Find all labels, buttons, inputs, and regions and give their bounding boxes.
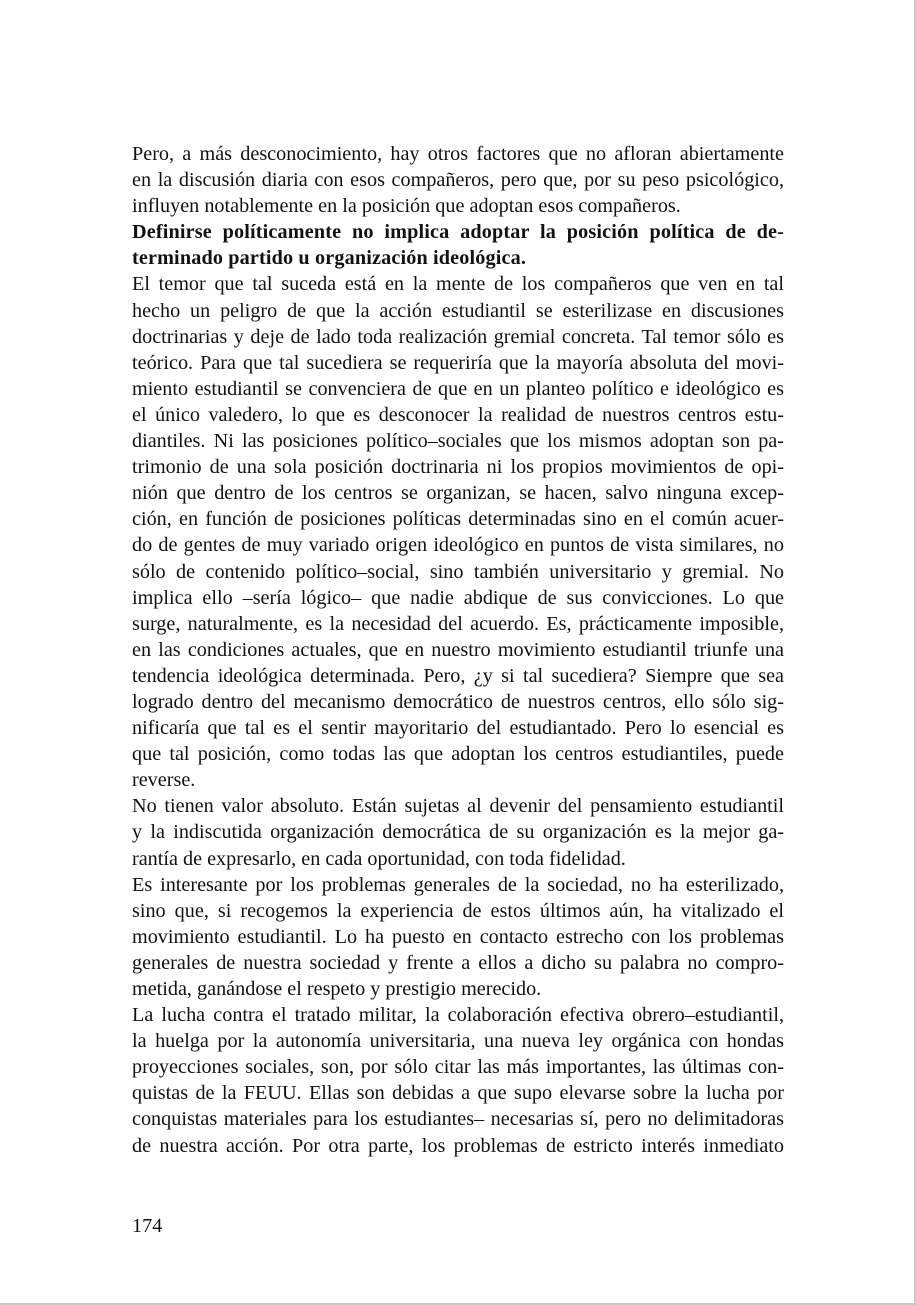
text-line: diantiles. Ni las posiciones político–sociales que los mismos adoptan son pa- <box>132 430 784 453</box>
text-line: trimonio de una sola posición doctrinaria ni los propios movimientos de opi- <box>132 456 784 479</box>
text-line: en la discusión diaria con esos compañeros, pero que, por su peso psicológico, <box>132 169 784 192</box>
text-line: generales de nuestra sociedad y frente a ellos a dicho su palabra no compro- <box>132 951 784 974</box>
text-line: teórico. Para que tal sucediera se requeriría que la mayoría absoluta del movi- <box>132 351 784 374</box>
text-line: nión que dentro de los centros se organizan, se hacen, salvo ninguna excep- <box>132 482 784 505</box>
text-line: El temor que tal suceda está en la mente de los compañeros que ven en tal <box>132 273 784 296</box>
heading-line: terminado partido u organización ideológica. <box>132 247 527 270</box>
page-number: 174 <box>132 1215 163 1237</box>
text-line: conquistas materiales para los estudiantes– necesarias sí, pero no delimitadoras <box>132 1108 784 1131</box>
text-line: reverse. <box>132 769 196 792</box>
page-body-text <box>132 141 784 1159</box>
text-line: en las condiciones actuales, que en nuestro movimiento estudiantil triunfe una <box>132 638 784 661</box>
text-line: sólo de contenido político–social, sino también universitario y gremial. No <box>132 560 784 583</box>
text-line: Es interesante por los problemas generales de la sociedad, no ha esterilizado, <box>132 873 784 896</box>
text-line: de nuestra acción. Por otra parte, los problemas de estricto interés inmediato <box>132 1134 784 1157</box>
text-line: implica ello –sería lógico– que nadie abdique de sus convicciones. Lo que <box>132 586 784 609</box>
text-line: proyecciones sociales, son, por sólo citar las más importantes, las últimas con- <box>132 1056 784 1079</box>
text-line: la huelga por la autonomía universitaria, una nueva ley orgánica con hondas <box>132 1030 784 1053</box>
text-line: hecho un peligro de que la acción estudiantil se esterilizase en discusiones <box>132 299 784 322</box>
text-line: La lucha contra el tratado militar, la colaboración efectiva obrero–estudiantil, <box>132 1004 784 1027</box>
text-line: y la indiscutida organización democrática de su organización es la mejor ga- <box>132 821 784 844</box>
text-line: el único valedero, lo que es desconocer la realidad de nuestros centros estu- <box>132 403 784 426</box>
text-line: rantía de expresarlo, en cada oportunidad, con toda fidelidad. <box>132 847 626 870</box>
text-line: surge, naturalmente, es la necesidad del acuerdo. Es, prácticamente imposible, <box>132 612 784 635</box>
text-line: ción, en función de posiciones políticas determinadas sino en el común acuer- <box>132 508 784 531</box>
text-line: influyen notablemente en la posición que adoptan esos compañeros. <box>132 195 681 218</box>
text-line: metida, ganándose el respeto y prestigio merecido. <box>132 978 542 1000</box>
text-line: Pero, a más desconocimiento, hay otros factores que no afloran abiertamente <box>132 143 784 165</box>
text-line: logrado dentro del mecanismo democrático de nuestros centros, ello sólo sig- <box>132 690 784 713</box>
text-line: doctrinarias y deje de lado toda realización gremial concreta. Tal temor sólo es <box>132 325 784 348</box>
text-line: nificaría que tal es el sentir mayoritario del estudiantado. Pero lo esencial es <box>132 717 784 740</box>
text-line: tendencia ideológica determinada. Pero, ¿y si tal sucediera? Siempre que sea <box>132 664 784 687</box>
heading-line: Definirse políticamente no implica adoptar la posición política de de- <box>132 221 784 244</box>
text-line: miento estudiantil se convenciera de que en un planteo político e ideológico es <box>132 377 784 400</box>
text-line: que tal posición, como todas las que adoptan los centros estudiantiles, puede <box>132 743 784 766</box>
text-line: movimiento estudiantil. Lo ha puesto en contacto estrecho con los problemas <box>132 925 784 948</box>
text-line: quistas de la FEUU. Ellas son debidas a que supo elevarse sobre la lucha por <box>132 1082 784 1105</box>
text-line: sino que, si recogemos la experiencia de estos últimos aún, ha vitalizado el <box>132 899 784 922</box>
text-line: No tienen valor absoluto. Están sujetas al devenir del pensamiento estudiantil <box>132 795 784 818</box>
text-line: do de gentes de muy variado origen ideológico en puntos de vista similares, no <box>132 534 784 557</box>
